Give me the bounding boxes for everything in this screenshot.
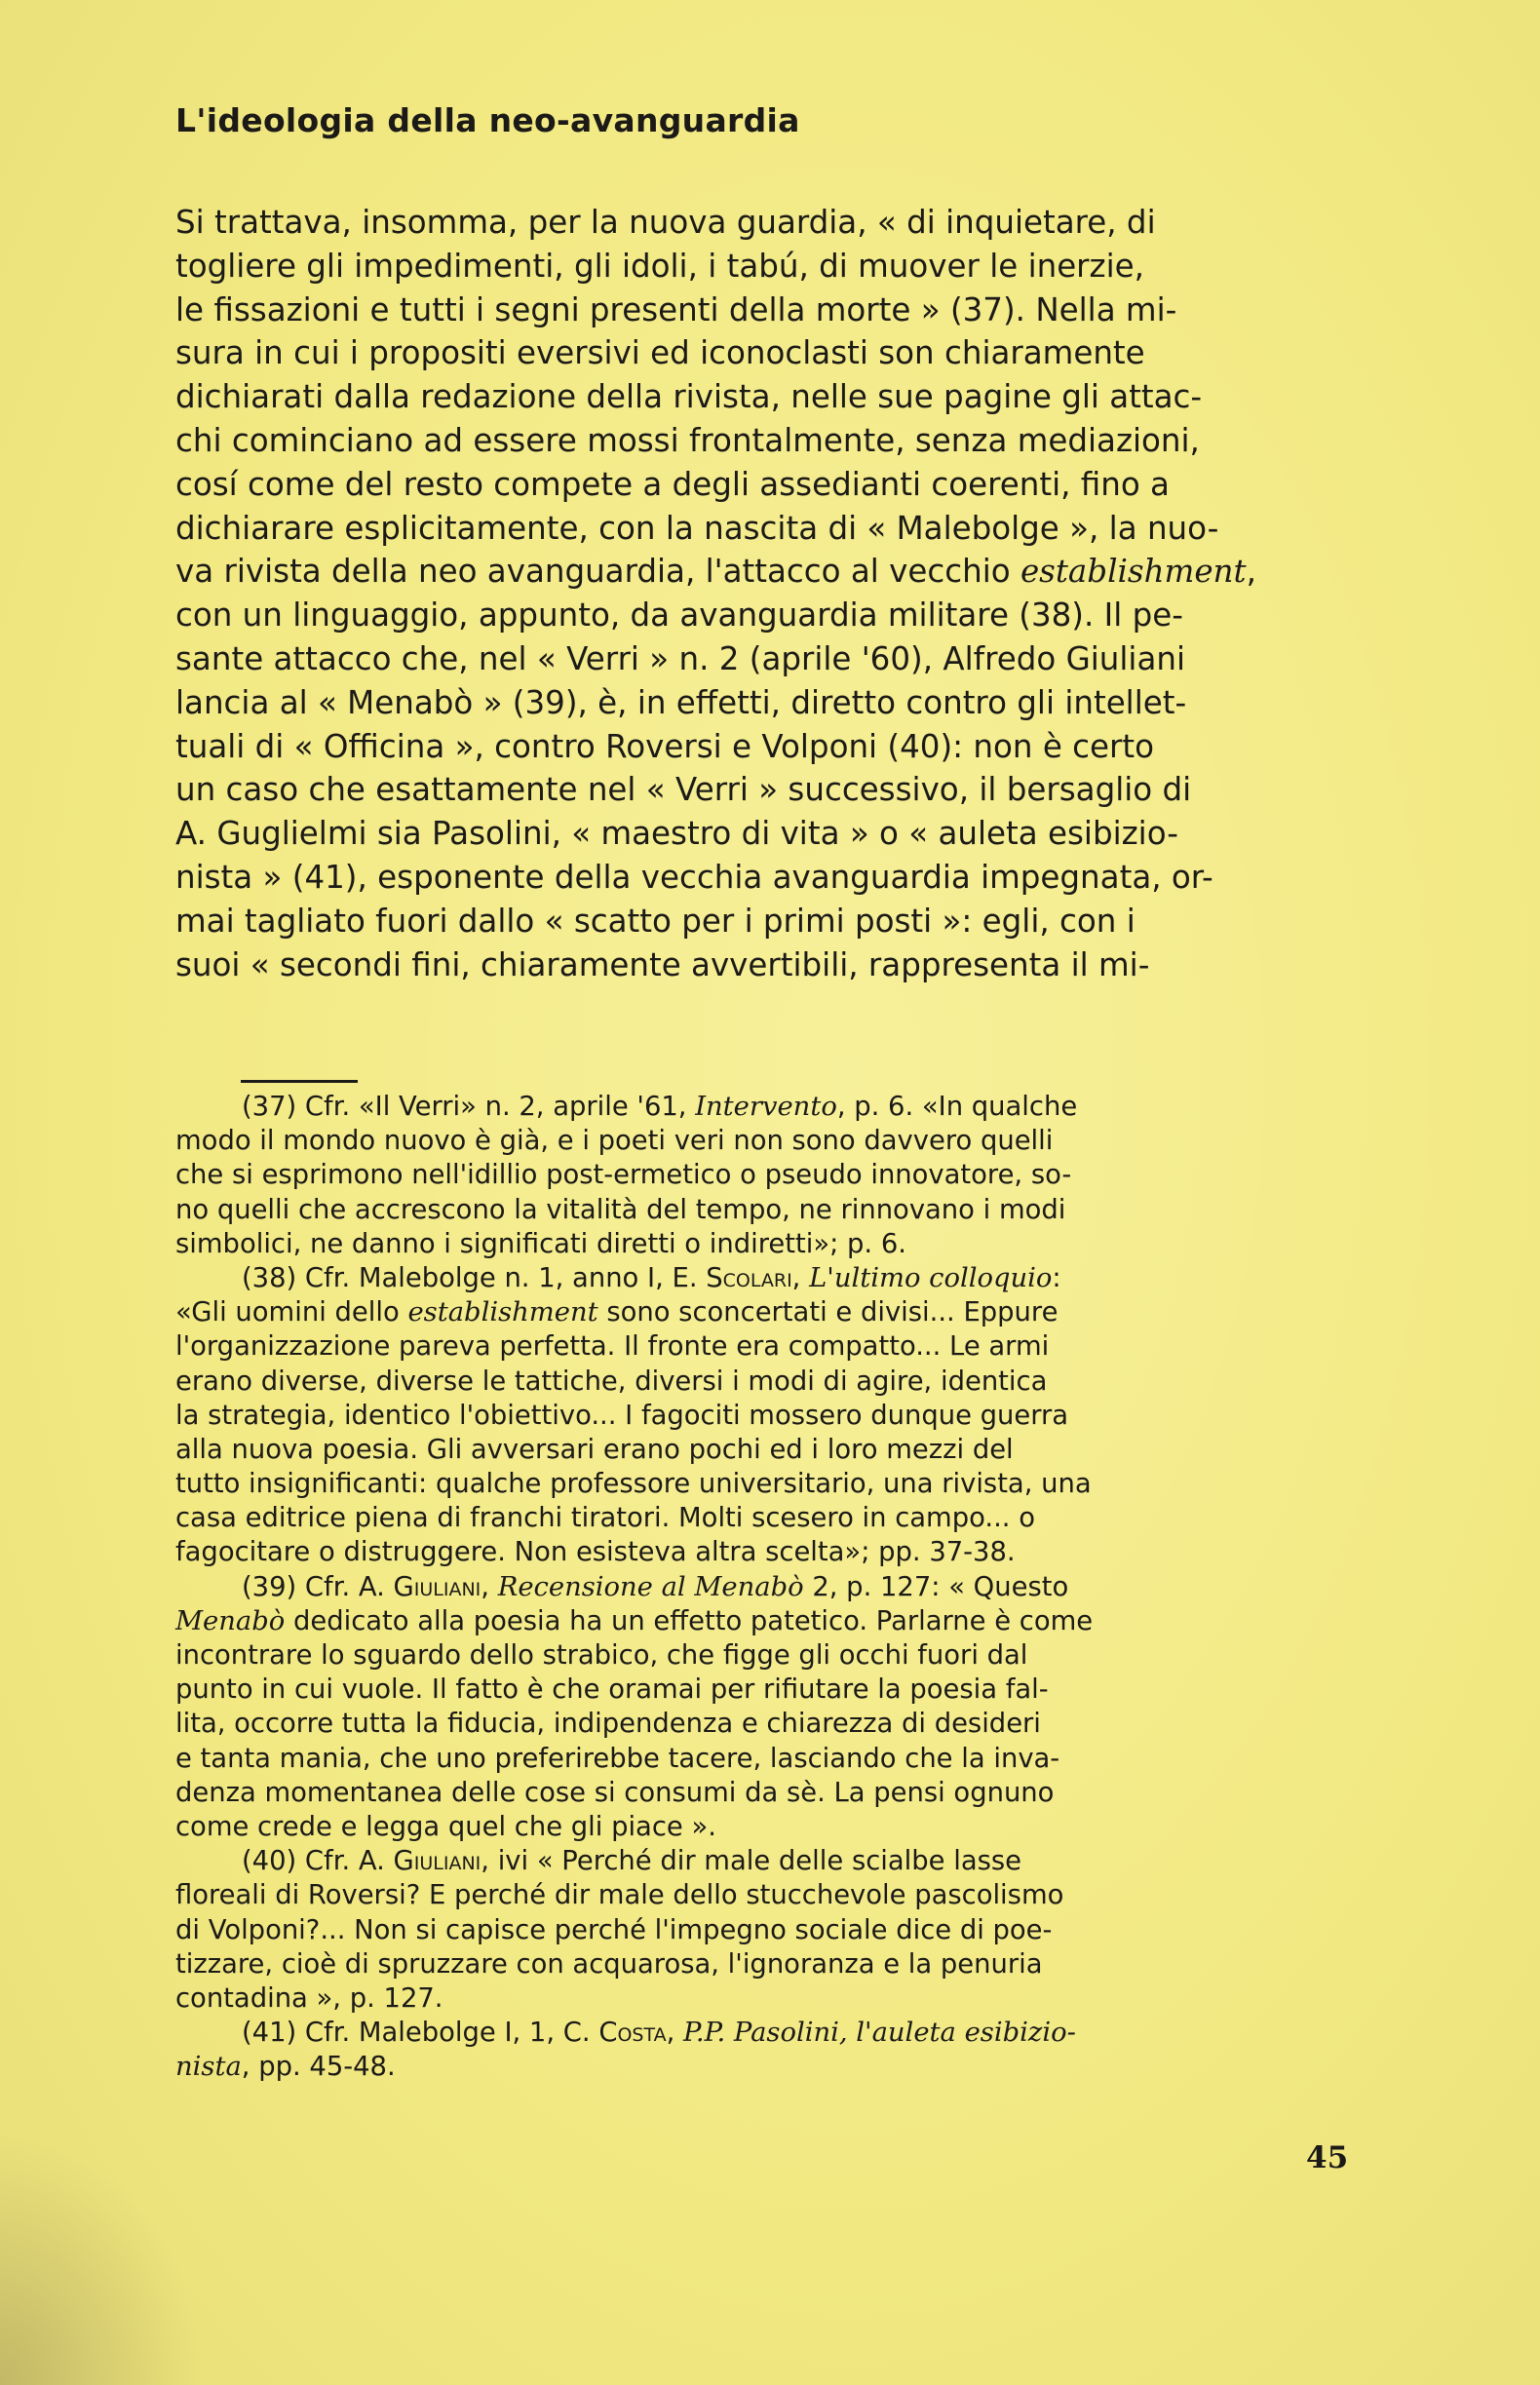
- text-line: cosí come del resto compete a degli assedianti coerenti, fino a: [175, 465, 1170, 503]
- text-line: Si trattava, insomma, per la nuova guardia, « di inquietare, di: [175, 204, 1156, 241]
- page-stain: [0, 2132, 205, 2385]
- footnote-line: (40) Cfr. A. Giuliani, ivi « Perché dir male delle scialbe lasse: [242, 1846, 1022, 1877]
- footnote-line: tutto insignificanti: qualche professore universitario, una rivista, una: [175, 1469, 1092, 1500]
- footnote-divider: [241, 1080, 358, 1083]
- footnote-line: la strategia, identico l'obiettivo... I fagociti mossero dunque guerra: [175, 1400, 1069, 1431]
- text-line: un caso che esattamente nel « Verri » successivo, il bersaglio di: [175, 771, 1192, 809]
- text-line: nista » (41), esponente della vecchia avanguardia impegnata, or-: [175, 858, 1213, 896]
- text-line: A. Guglielmi sia Pasolini, « maestro di vita » o « auleta esibizio-: [175, 815, 1178, 853]
- footnote-line: modo il mondo nuovo è già, e i poeti veri non sono davvero quelli: [175, 1126, 1054, 1157]
- text-line: suoi « secondi fini, chiaramente avvertibili, rappresenta il mi-: [175, 945, 1150, 983]
- footnote-line: erano diverse, diverse le tattiche, diversi i modi di agire, identica: [175, 1366, 1048, 1397]
- footnote-line: no quelli che accrescono la vitalità del tempo, ne rinnovano i modi: [175, 1194, 1066, 1225]
- footnote-line: «Gli uomini dello establishment sono sconcertati e divisi... Eppure: [175, 1297, 1059, 1328]
- text-line: va rivista della neo avanguardia, l'attacco al vecchio establishment,: [175, 553, 1256, 591]
- footnote-line: Menabò dedicato alla poesia ha un effetto patetico. Parlarne è come: [175, 1605, 1094, 1636]
- footnote-line: e tanta mania, che uno preferirebbe tacere, lasciando che la inva-: [175, 1743, 1060, 1774]
- text-line: lancia al « Menabò » (39), è, in effetti, diretto contro gli intellet-: [175, 683, 1187, 721]
- text-line: chi cominciano ad essere mossi frontalmente, senza mediazioni,: [175, 421, 1200, 459]
- footnote-line: alla nuova poesia. Gli avversari erano pochi ed i loro mezzi del: [175, 1434, 1014, 1465]
- footnote-line: nista, pp. 45-48.: [175, 2052, 396, 2083]
- text-line: sante attacco che, nel « Verri » n. 2 (aprile '60), Alfredo Giuliani: [175, 639, 1185, 677]
- footnote-line: fagocitare o distruggere. Non esisteva altra scelta»; pp. 37-38.: [175, 1537, 1016, 1568]
- running-head: L'ideologia della neo-avanguardia: [175, 101, 800, 139]
- footnote-line: (37) Cfr. «Il Verri» n. 2, aprile '61, Intervento, p. 6. «In qualche: [242, 1092, 1078, 1122]
- footnote-line: che si esprimono nell'idillio post-ermetico o pseudo innovatore, so-: [175, 1160, 1072, 1191]
- footnote-line: (39) Cfr. A. Giuliani, Recensione al Menabò 2, p. 127: « Questo: [242, 1571, 1069, 1602]
- footnote-line: simbolici, ne danno i significati diretti o indiretti»; p. 6.: [175, 1228, 906, 1259]
- footnote-line: di Volponi?... Non si capisce perché l'impegno sociale dice di poe-: [175, 1914, 1053, 1945]
- footnote-line: tizzare, cioè di spruzzare con acquarosa, l'ignoranza e la penuria: [175, 1948, 1043, 1980]
- text-line: dichiarare esplicitamente, con la nascita di « Malebolge », la nuo-: [175, 509, 1219, 547]
- footnote-line: lita, occorre tutta la fiducia, indipendenza e chiarezza di desideri: [175, 1709, 1041, 1740]
- footnote-line: (38) Cfr. Malebolge n. 1, anno I, E. Scolari, L'ultimo colloquio:: [242, 1262, 1061, 1293]
- footnote-line: incontrare lo sguardo dello strabico, che figge gli occhi fuori dal: [175, 1640, 1028, 1671]
- text-line: le fissazioni e tutti i segni presenti della morte » (37). Nella mi-: [175, 290, 1177, 328]
- footnote-line: l'organizzazione pareva perfetta. Il fronte era compatto... Le armi: [175, 1331, 1050, 1363]
- footnote-line: denza momentanea delle cose si consumi da sè. La pensi ognuno: [175, 1777, 1055, 1808]
- text-line: sura in cui i propositi eversivi ed iconoclasti son chiaramente: [175, 334, 1145, 372]
- footnote-line: contadina », p. 127.: [175, 1982, 443, 2014]
- text-line: dichiarati dalla redazione della rivista, nelle sue pagine gli attac-: [175, 378, 1203, 416]
- text-line: con un linguaggio, appunto, da avanguardia militare (38). Il pe-: [175, 596, 1183, 635]
- footnote-line: (41) Cfr. Malebolge I, 1, C. Costa, P.P. Pasolini, l'auleta esibizio-: [242, 2018, 1076, 2049]
- page-number: 45: [1306, 2140, 1349, 2175]
- footnote-line: come crede e legga quel che gli piace ».: [175, 1811, 716, 1842]
- text-line: togliere gli impedimenti, gli idoli, i tabú, di muover le inerzie,: [175, 247, 1144, 285]
- footnote-line: casa editrice piena di franchi tiratori. Molti scesero in campo... o: [175, 1503, 1035, 1534]
- main-text: [175, 201, 1341, 986]
- footnote-line: punto in cui vuole. Il fatto è che oramai per rifiutare la poesia fal-: [175, 1674, 1049, 1706]
- text-line: tuali di « Officina », contro Roversi e Volponi (40): non è certo: [175, 727, 1154, 765]
- text-line: mai tagliato fuori dallo « scatto per i primi posti »: egli, con i: [175, 902, 1136, 940]
- footnote-line: floreali di Roversi? E perché dir male dello stucchevole pascolismo: [175, 1880, 1064, 1911]
- footnotes: [175, 1090, 1341, 2084]
